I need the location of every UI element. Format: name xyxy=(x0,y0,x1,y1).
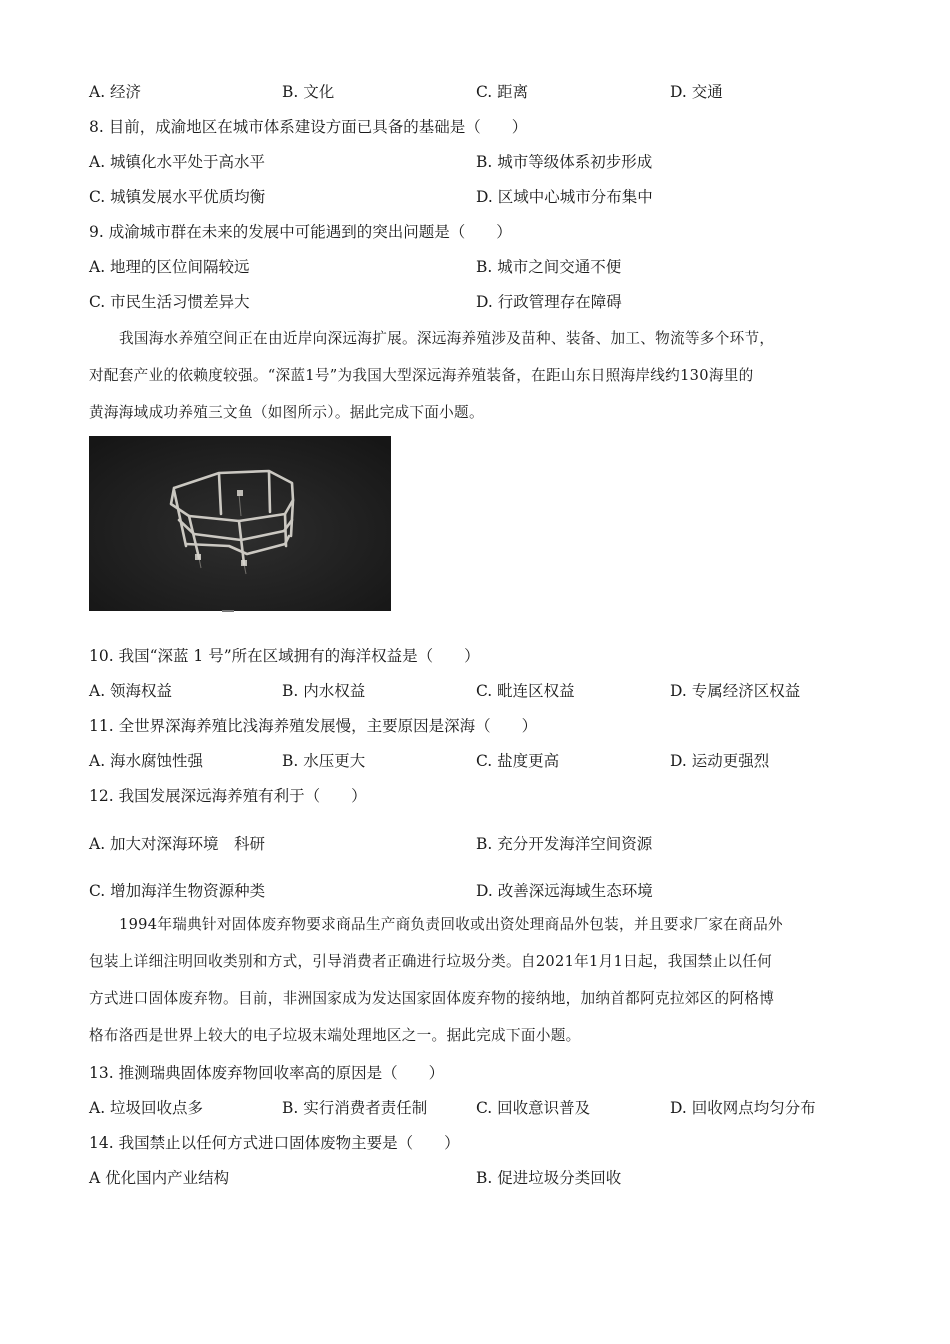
q11-option-d: D. 运动更强烈 xyxy=(670,752,770,770)
passage2-line1-text: 1994年瑞典针对固体废弃物要求商品生产商负责回收或出资处理商品外包装，并且要求厂家在商品外 xyxy=(119,916,783,933)
q9-option-d: D. 行政管理存在障碍 xyxy=(476,293,622,311)
q8-option-b: B. 城市等级体系初步形成 xyxy=(476,153,653,171)
q9-stem: 9. 成渝城市群在未来的发展中可能遇到的突出问题是（ ） xyxy=(89,223,512,241)
passage1-line3: 黄海海域成功养殖三文鱼（如图所示）。据此完成下面小题。 xyxy=(89,404,484,421)
cage-drawing xyxy=(89,436,391,611)
q8-option-a: A. 城镇化水平处于高水平 xyxy=(89,153,266,171)
passage2-line2: 包装上详细注明回收类别和方式，引导消费者正确进行垃圾分类。自2021年1月1日起，我国禁止以任何 xyxy=(89,953,773,970)
q12-option-b: B. 充分开发海洋空间资源 xyxy=(476,835,653,853)
q14-option-a: A 优化国内产业结构 xyxy=(89,1169,230,1187)
passage1-line1-text: 我国海水养殖空间正在由近岸向深远海扩展。深远海养殖涉及苗种、装备、加工、物流等多个环节， xyxy=(119,330,775,347)
q7-option-d: D. 交通 xyxy=(670,83,723,101)
passage2-line1 xyxy=(89,906,861,943)
q11-option-c: C. 盐度更高 xyxy=(476,752,560,770)
q7-option-a: A. 经济 xyxy=(89,83,142,101)
q11-option-b: B. 水压更大 xyxy=(282,752,366,770)
q13-option-a: A. 垃圾回收点多 xyxy=(89,1099,204,1117)
q10-option-c: C. 毗连区权益 xyxy=(476,682,575,700)
q10-option-b: B. 内水权益 xyxy=(282,682,366,700)
q12-option-d: D. 改善深远海域生态环境 xyxy=(476,882,653,900)
q14-stem: 14. 我国禁止以任何方式进口固体废物主要是（ ） xyxy=(89,1134,460,1152)
q14-option-b: B. 促进垃圾分类回收 xyxy=(476,1169,622,1187)
q12-option-c: C. 增加海洋生物资源种类 xyxy=(89,882,266,900)
passage-solid-waste xyxy=(89,906,861,1054)
q11-stem: 11. 全世界深海养殖比浅海养殖发展慢，主要原因是深海（ ） xyxy=(89,717,538,735)
q7-option-b: B. 文化 xyxy=(282,83,335,101)
q10-stem: 10. 我国“深蓝 1 号”所在区域拥有的海洋权益是（ ） xyxy=(89,647,480,665)
q13-option-c: C. 回收意识普及 xyxy=(476,1099,591,1117)
photo-caption-mark xyxy=(222,610,234,612)
passage1-line2: 对配套产业的依赖度较强。“深蓝1号”为我国大型深远海养殖装备，在距山东日照海岸线约130海里的 xyxy=(89,367,754,384)
q9-option-b: B. 城市之间交通不便 xyxy=(476,258,622,276)
passage2-line3: 方式进口固体废弃物。目前，非洲国家成为发达国家固体废弃物的接纳地，加纳首都阿克拉郊区的阿格博 xyxy=(89,990,775,1007)
q11-option-a: A. 海水腐蚀性强 xyxy=(89,752,204,770)
q8-option-c: C. 城镇发展水平优质均衡 xyxy=(89,188,266,206)
passage1-line1 xyxy=(89,320,861,357)
q7-option-c: C. 距离 xyxy=(476,83,529,101)
q8-stem: 8. 目前，成渝地区在城市体系建设方面已具备的基础是（ ） xyxy=(89,118,528,136)
q10-option-d: D. 专属经济区权益 xyxy=(670,682,801,700)
aquaculture-cage-photo xyxy=(89,436,391,611)
q13-option-b: B. 实行消费者责任制 xyxy=(282,1099,428,1117)
q12-stem: 12. 我国发展深远海养殖有利于（ ） xyxy=(89,787,367,805)
q9-option-a: A. 地理的区位间隔较远 xyxy=(89,258,250,276)
q8-option-d: D. 区域中心城市分布集中 xyxy=(476,188,653,206)
passage-aquaculture xyxy=(89,320,861,431)
q13-stem: 13. 推测瑞典固体废弃物回收率高的原因是（ ） xyxy=(89,1064,445,1082)
q13-option-d: D. 回收网点均匀分布 xyxy=(670,1099,816,1117)
q12-option-a: A. 加大对深海环境 科研 xyxy=(89,835,266,853)
q9-option-c: C. 市民生活习惯差异大 xyxy=(89,293,250,311)
q10-option-a: A. 领海权益 xyxy=(89,682,173,700)
passage2-line4: 格布洛西是世界上较大的电子垃圾末端处理地区之一。据此完成下面小题。 xyxy=(89,1027,581,1044)
